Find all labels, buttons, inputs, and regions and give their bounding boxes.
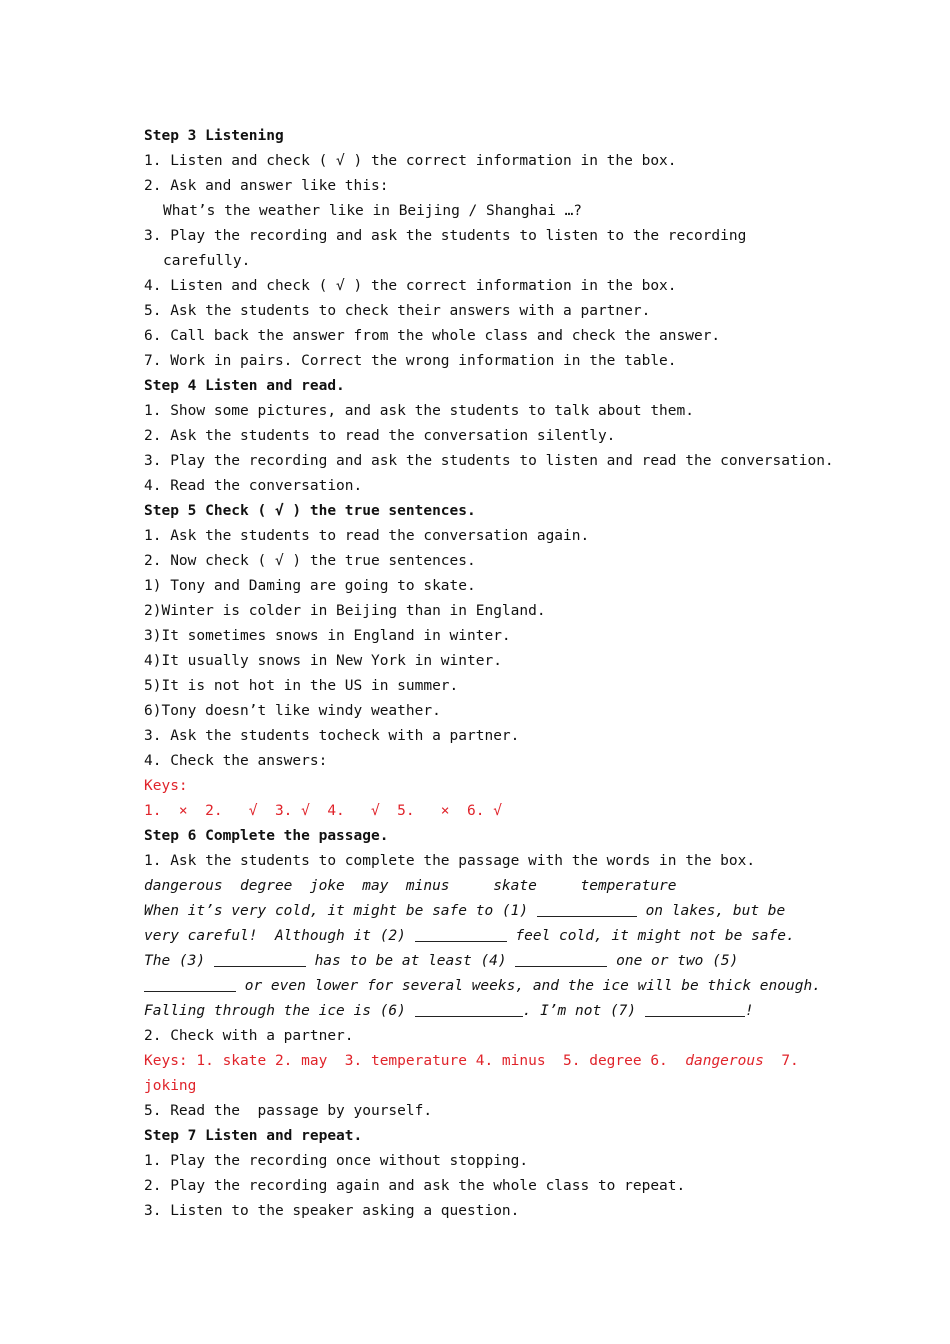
step3-line: 3. Play the recording and ask the students to listen to the recording [144,228,747,244]
step5-line: 5)It is not hot in the US in summer. [144,678,459,694]
passage-text: one or two (5) [616,953,739,969]
step7-line: 3. Listen to the speaker asking a question. [144,1203,520,1219]
passage-text: Falling through the ice is (6) [144,1003,406,1019]
step5-keys: 1. × 2. √ 3. √ 4. √ 5. × 6. √ [144,803,502,819]
step4-line: 2. Ask the students to read the conversation silently. [144,428,616,444]
step3-line: 4. Listen and check ( √ ) the correct information in the box. [144,278,677,294]
step3-line: What’s the weather like in Beijing / Shanghai …? [163,203,583,219]
step7-line: 2. Play the recording again and ask the whole class to repeat. [144,1178,686,1194]
step5-line: 1) Tony and Daming are going to skate. [144,578,476,594]
step7-line: 1. Play the recording once without stopping. [144,1153,529,1169]
step6-instruction: 1. Ask the students to complete the passage with the words in the box. [144,853,756,869]
step4-line: 3. Play the recording and ask the students to listen and read the conversation. [144,453,834,469]
word-box: dangerous degree joke may minus skate temperature [144,878,677,894]
step3-line: 7. Work in pairs. Correct the wrong information in the table. [144,353,677,369]
blank-4 [515,952,607,967]
passage-line [144,899,824,924]
passage-text: very careful! Although it (2) [144,928,406,944]
step3-line: 2. Ask and answer like this: [144,178,389,194]
step3-heading: Step 3 Listening [144,128,284,144]
step5-heading: Step 5 Check ( √ ) the true sentences. [144,503,476,519]
passage-text: feel cold, it might not be safe. [515,928,795,944]
step3-line: 1. Listen and check ( √ ) the correct information in the box. [144,153,677,169]
step5-line: 1. Ask the students to read the conversation again. [144,528,590,544]
step4-line: 1. Show some pictures, and ask the students to talk about them. [144,403,694,419]
step6-keys [144,1049,824,1074]
step7-heading: Step 7 Listen and repeat. [144,1128,363,1144]
step5-line: 4. Check the answers: [144,753,328,769]
passage-text: or even lower for several weeks, and the ice will be thick enough. [244,978,821,994]
step6-check: 2. Check with a partner. [144,1028,354,1044]
step4-heading: Step 4 Listen and read. [144,378,345,394]
lesson-document [144,124,834,1224]
step6-heading: Step 6 Complete the passage. [144,828,389,844]
step5-line: 4)It usually snows in New York in winter. [144,653,502,669]
passage-text: The (3) [144,953,206,969]
blank-3 [214,952,306,967]
passage-line [144,924,824,949]
keys-dangerous: dangerous [685,1053,764,1069]
step6-read: 5. Read the passage by yourself. [144,1103,433,1119]
step6-keys-cont: joking [144,1078,197,1094]
passage-text: . I’m not (7) [522,1003,637,1019]
blank-2 [415,927,507,942]
step3-line: 5. Ask the students to check their answers with a partner. [144,303,651,319]
passage-text: on lakes, but be [645,903,786,919]
keys-text: Keys: 1. skate 2. may 3. temperature 4. minus 5. degree 6. [144,1053,668,1069]
step4-line: 4. Read the conversation. [144,478,363,494]
step5-line: 6)Tony doesn’t like windy weather. [144,703,441,719]
step5-line: 3. Ask the students tocheck with a partner. [144,728,520,744]
passage-line [144,974,824,999]
step5-keys-label: Keys: [144,778,188,794]
passage-line [144,949,824,974]
step3-line: carefully. [163,253,251,269]
step3-line: 6. Call back the answer from the whole class and check the answer. [144,328,721,344]
passage-text: has to be at least (4) [314,953,507,969]
step5-line: 2)Winter is colder in Beijing than in England. [144,603,546,619]
step5-line: 2. Now check ( √ ) the true sentences. [144,553,476,569]
step5-line: 3)It sometimes snows in England in winter. [144,628,511,644]
passage-line [144,999,824,1024]
blank-1 [537,902,637,917]
blank-7 [645,1002,745,1017]
blank-6 [415,1002,523,1017]
blank-5 [144,977,236,992]
passage-text: ! [744,1003,754,1019]
keys-seven: 7. [781,1053,799,1069]
passage-text: When it’s very cold, it might be safe to (1) [144,903,529,919]
